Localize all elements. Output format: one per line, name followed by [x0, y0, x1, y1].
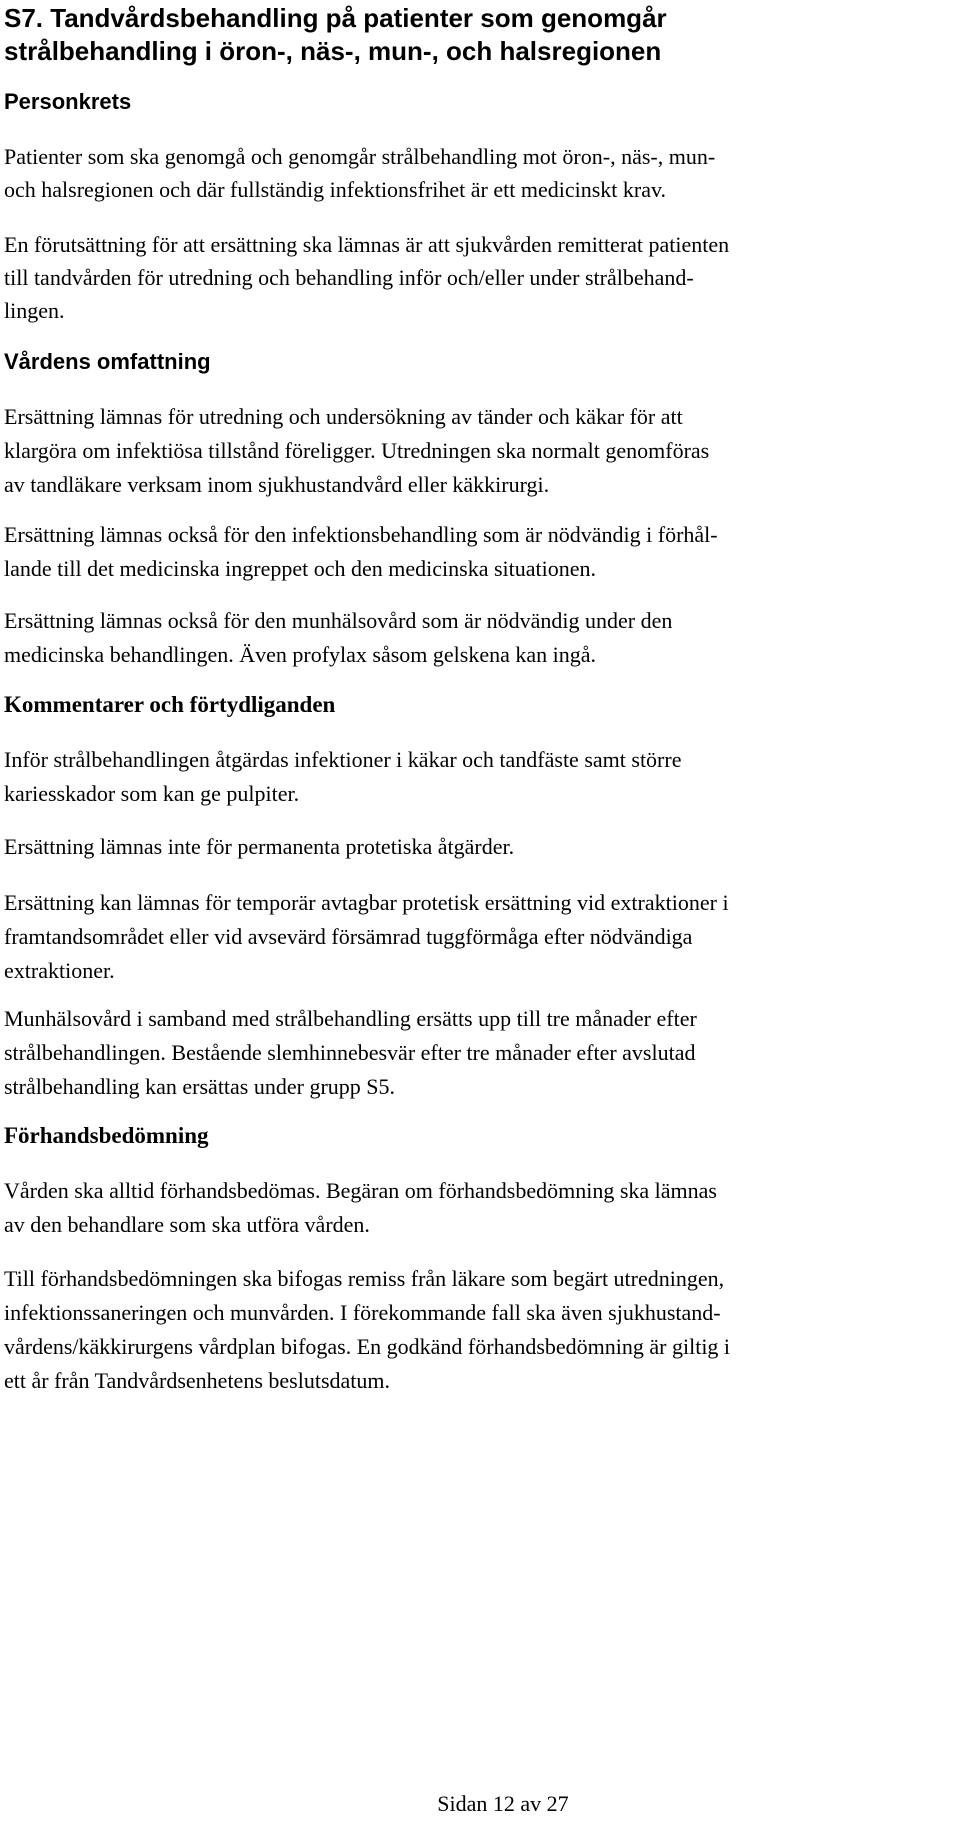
- text-line: av tandläkare verksam inom sjukhustandvård eller käkkirurgi.: [4, 472, 550, 497]
- text-line: vårdens/käkkirurgens vårdplan bifogas. En godkänd förhandsbedömning är giltig i: [4, 1334, 731, 1359]
- text-line: Ersättning lämnas också för den infektionsbehandling som är nödvändig i förhål-: [4, 522, 718, 547]
- text-line: klargöra om infektiösa tillstånd föreligger. Utredningen ska normalt genomföras: [4, 438, 710, 463]
- paragraph: [4, 140, 959, 206]
- text-line: En förutsättning för att ersättning ska lämnas är att sjukvården remitterat patienten: [4, 232, 730, 257]
- paragraph: [4, 518, 959, 586]
- heading-kommentarer: Kommentarer och förtydliganden: [4, 692, 336, 717]
- text-line: lingen.: [4, 298, 65, 323]
- paragraph: [4, 1262, 959, 1398]
- text-line: framtandsområdet eller vid avsevärd försämrad tuggförmåga efter nödvändiga: [4, 924, 693, 949]
- text-line: Patienter som ska genomgå och genomgår strålbehandling mot öron-, näs-, mun-: [4, 144, 716, 169]
- text-line: Till förhandsbedömningen ska bifogas remiss från läkare som begärt utredningen,: [4, 1266, 725, 1291]
- text-line: Ersättning lämnas inte för permanenta protetiska åtgärder.: [4, 834, 515, 859]
- text-line: Vården ska alltid förhandsbedömas. Begäran om förhandsbedömning ska lämnas: [4, 1178, 717, 1203]
- text-line: strålbehandlingen. Bestående slemhinnebesvär efter tre månader efter avslutad: [4, 1040, 696, 1065]
- heading-personkrets: Personkrets: [4, 89, 132, 114]
- heading-forhandsbedomning: Förhandsbedömning: [4, 1123, 209, 1148]
- text-line: Inför strålbehandlingen åtgärdas infektioner i käkar och tandfäste samt större: [4, 747, 682, 772]
- text-line: av den behandlare som ska utföra vården.: [4, 1212, 370, 1237]
- title-line: S7. Tandvårdsbehandling på patienter som genomgår: [4, 3, 667, 33]
- paragraph: [4, 830, 959, 864]
- text-line: lande till det medicinska ingreppet och den medicinska situationen.: [4, 556, 597, 581]
- text-line: extraktioner.: [4, 958, 115, 983]
- paragraph: [4, 604, 959, 672]
- text-line: till tandvården för utredning och behandling inför och/eller under strålbehand-: [4, 265, 694, 290]
- text-line: Ersättning kan lämnas för temporär avtagbar protetisk ersättning vid extraktioner i: [4, 890, 729, 915]
- paragraph: [4, 400, 959, 502]
- text-line: strålbehandling kan ersättas under grupp S5.: [4, 1074, 396, 1099]
- text-line: och halsregionen och där fullständig infektionsfrihet är ett medicinskt krav.: [4, 177, 667, 202]
- page-title: [4, 2, 954, 68]
- text-line: Munhälsovård i samband med strålbehandling ersätts upp till tre månader efter: [4, 1006, 697, 1031]
- heading-omfattning: Vårdens omfattning: [4, 349, 211, 374]
- page-number-footer: Sidan 12 av 27: [437, 1791, 569, 1816]
- text-line: ett år från Tandvårdsenhetens beslutsdatum.: [4, 1368, 390, 1393]
- paragraph: [4, 1002, 959, 1104]
- text-line: Ersättning lämnas för utredning och undersökning av tänder och käkar för att: [4, 404, 683, 429]
- text-line: medicinska behandlingen. Även profylax såsom gelskena kan ingå.: [4, 642, 597, 667]
- text-line: infektionssaneringen och munvården. I förekommande fall ska även sjukhustand-: [4, 1300, 721, 1325]
- paragraph: [4, 1174, 959, 1242]
- paragraph: [4, 743, 959, 811]
- text-line: Ersättning lämnas också för den munhälsovård som är nödvändig under den: [4, 608, 673, 633]
- paragraph: [4, 228, 959, 327]
- text-line: kariesskador som kan ge pulpiter.: [4, 781, 300, 806]
- paragraph: [4, 886, 959, 988]
- title-line: strålbehandling i öron-, näs-, mun-, och halsregionen: [4, 36, 662, 66]
